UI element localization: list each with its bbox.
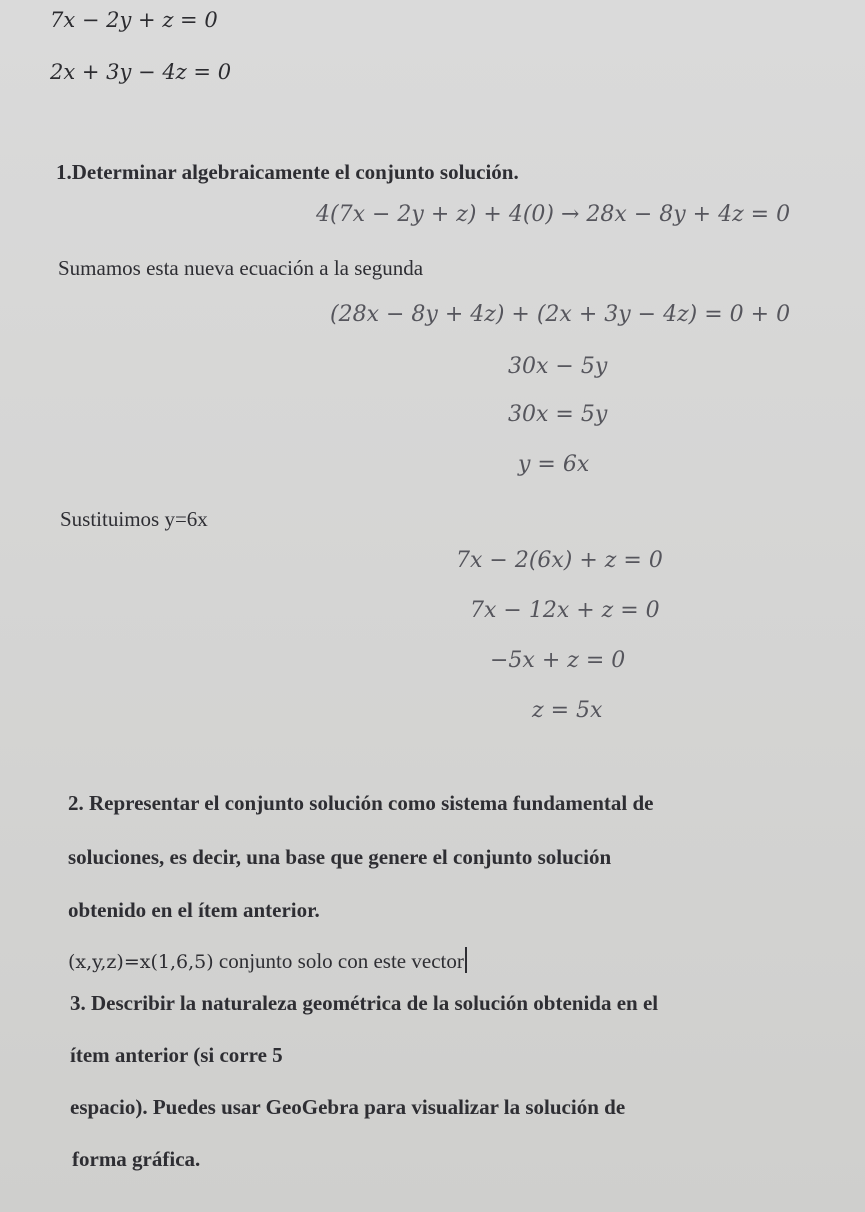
answer-math: (x,y,z)=x(1,6,5) bbox=[68, 951, 214, 973]
section-1-heading: 1.Determinar algebraicamente el conjunto solución. bbox=[56, 160, 519, 184]
step-substitution: 7x − 2(6x) + z = 0 bbox=[456, 548, 663, 573]
step-add-equations: (28x − 8y + 4z) + (2x + 3y − 4z) = 0 + 0 bbox=[330, 302, 791, 327]
answer-line bbox=[68, 947, 467, 974]
system-equation-1: 7x − 2y + z = 0 bbox=[50, 8, 218, 32]
step-combined: 30x − 5y bbox=[508, 354, 608, 379]
note-substitute: Sustituimos y=6x bbox=[60, 507, 208, 531]
step-y-result: y = 6x bbox=[518, 452, 590, 477]
section-3-line-3: espacio). Puedes usar GeoGebra para visualizar la solución de bbox=[70, 1095, 626, 1119]
answer-text: conjunto solo con este vector bbox=[213, 949, 464, 973]
step-expand: 7x − 12x + z = 0 bbox=[470, 598, 660, 623]
text-cursor bbox=[465, 947, 467, 973]
step-z-result: z = 5x bbox=[532, 698, 603, 723]
step-equality: 30x = 5y bbox=[508, 402, 608, 427]
note-add-equations: Sumamos esta nueva ecuación a la segunda bbox=[58, 256, 424, 280]
section-2-line-3: obtenido en el ítem anterior. bbox=[68, 898, 320, 922]
step-simplify: −5x + z = 0 bbox=[490, 648, 626, 673]
section-3-line-1: 3. Describir la naturaleza geométrica de la solución obtenida en el bbox=[70, 991, 659, 1015]
section-3-line-4: forma gráfica. bbox=[72, 1147, 201, 1171]
section-2-line-2: soluciones, es decir, una base que genere el conjunto solución bbox=[68, 845, 612, 869]
step-multiply-equation: 4(7x − 2y + z) + 4(0) → 28x − 8y + 4z = 0 bbox=[316, 202, 791, 227]
section-2-line-1: 2. Representar el conjunto solución como sistema fundamental de bbox=[68, 791, 654, 815]
section-3-line-2: ítem anterior (si corre 5 bbox=[70, 1043, 283, 1067]
system-equation-2: 2x + 3y − 4z = 0 bbox=[50, 60, 232, 84]
